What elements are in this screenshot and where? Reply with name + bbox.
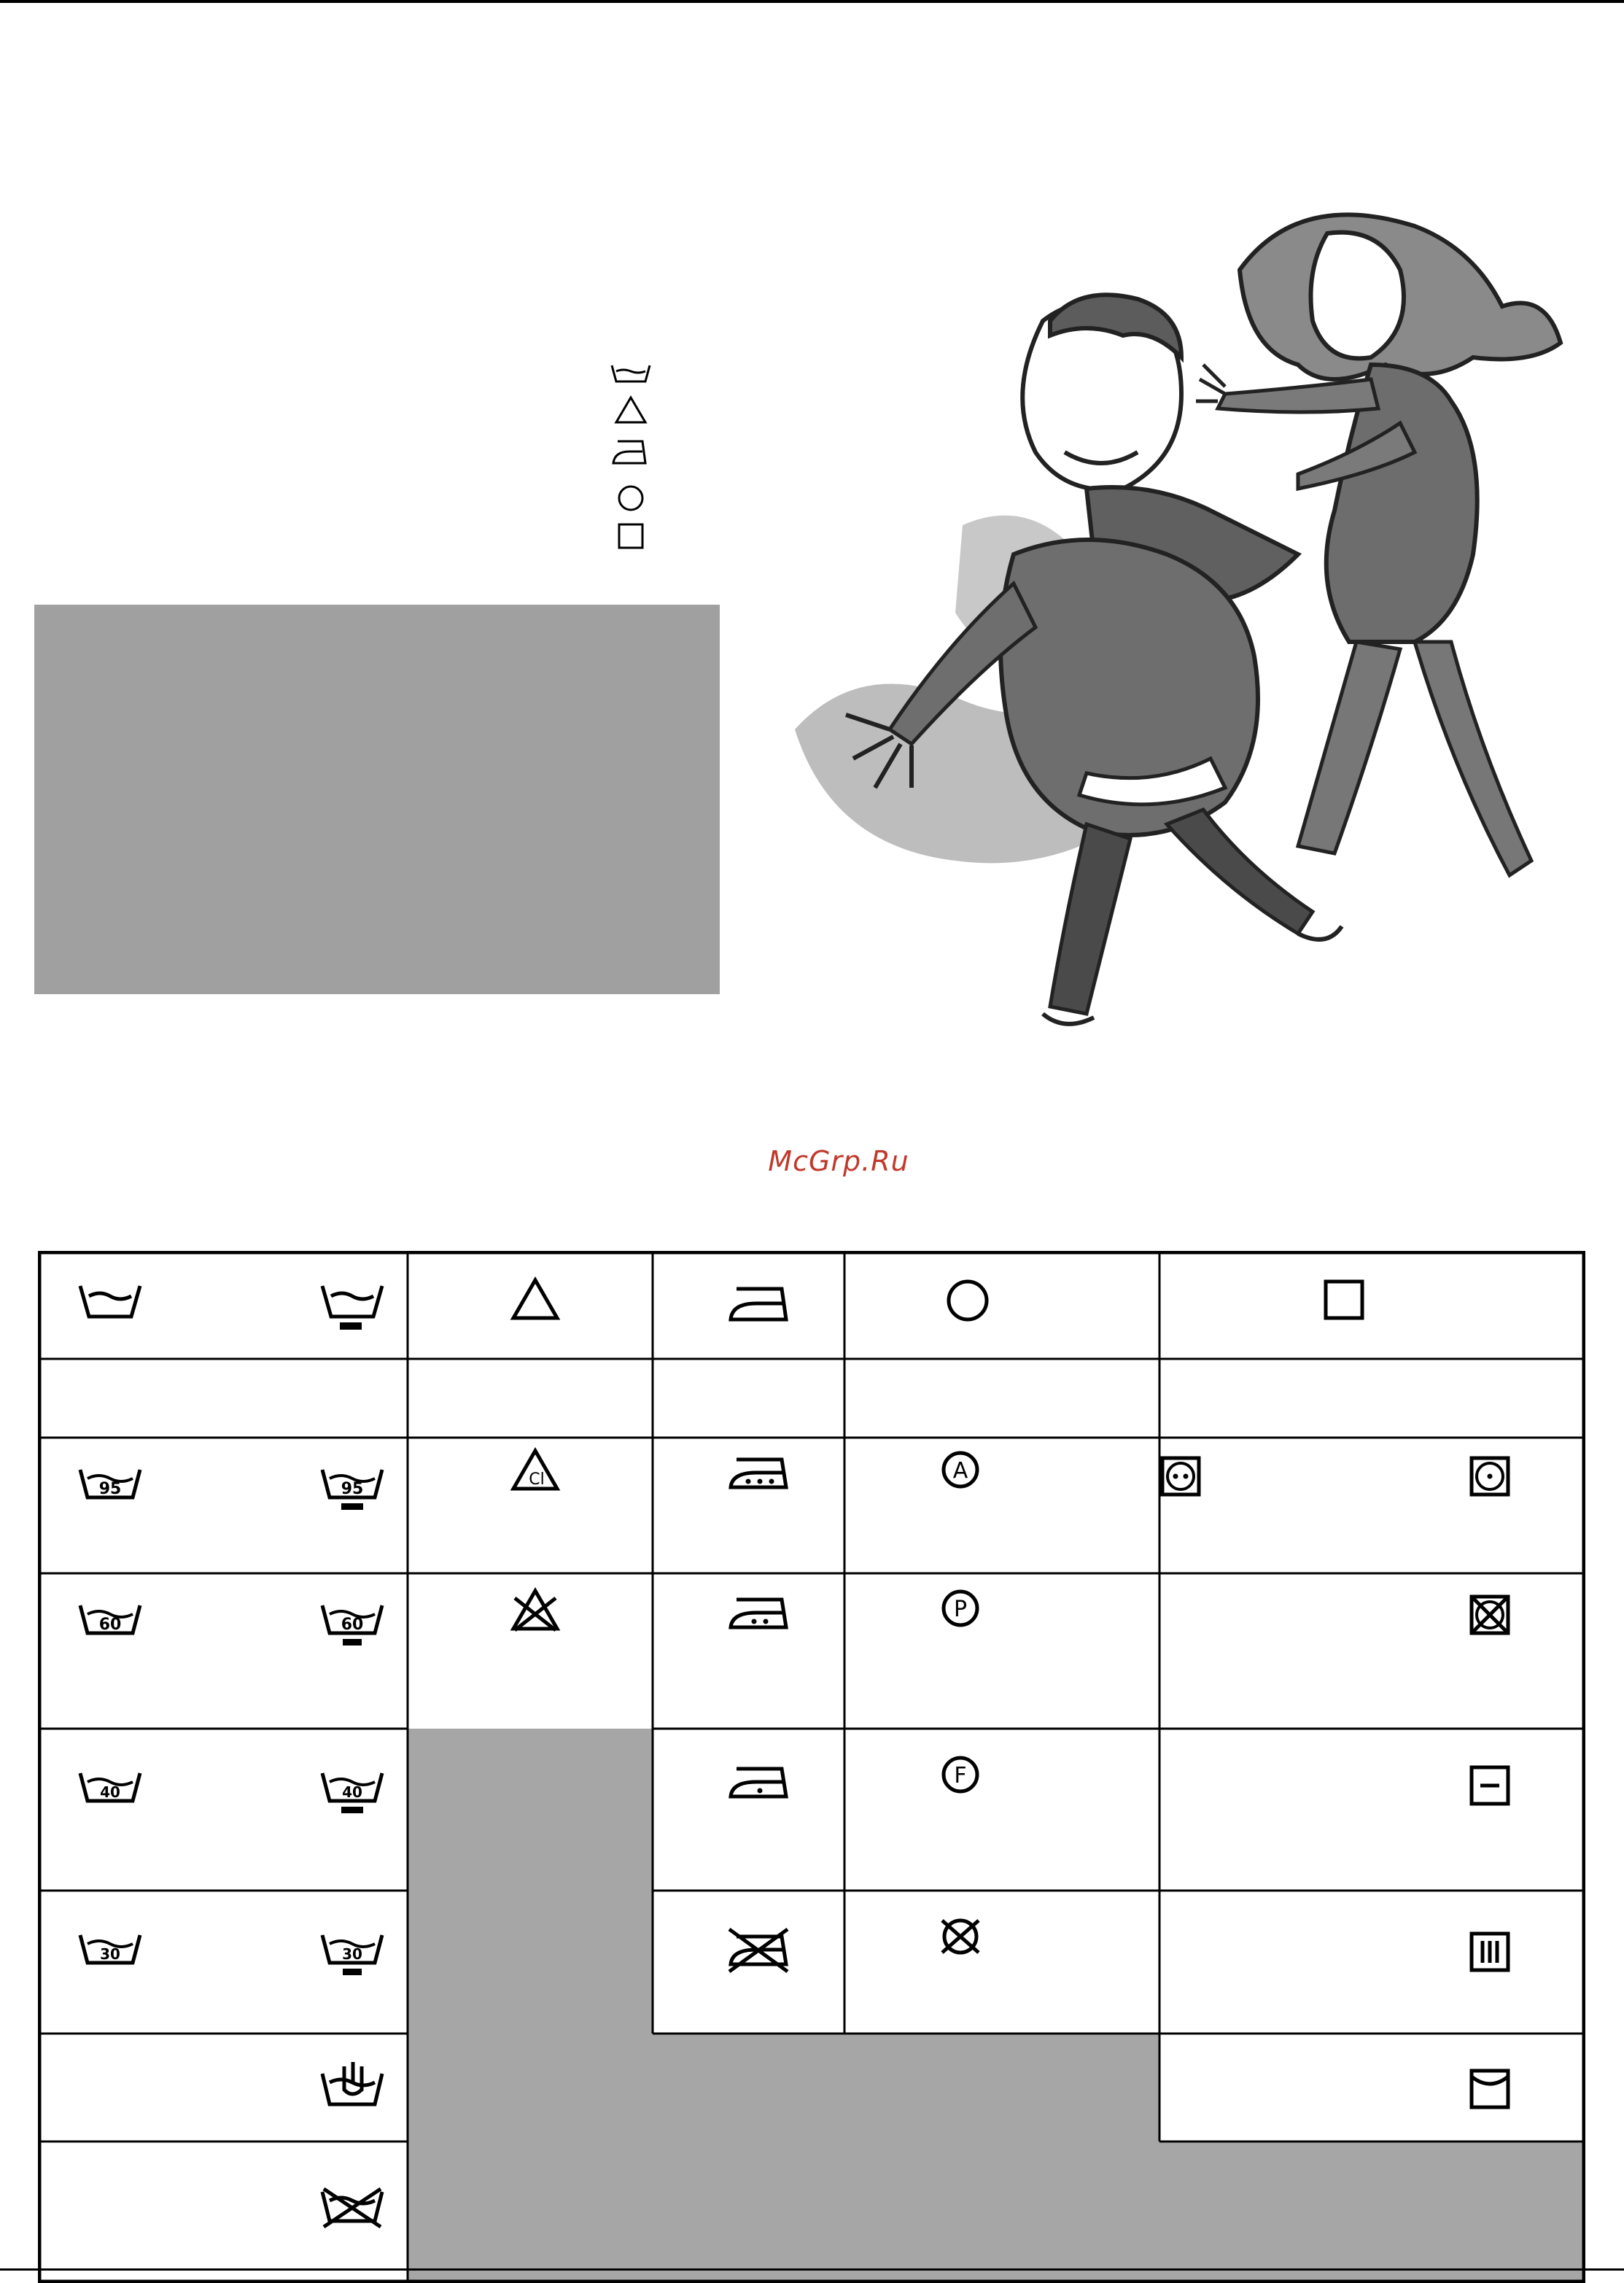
square-icon <box>1326 1282 1362 1318</box>
top-rule <box>0 0 1624 3</box>
dryclean-a-label: A <box>952 1458 968 1484</box>
do-not-dryclean-icon <box>942 1920 979 1953</box>
dancing-couple-illustration <box>773 146 1624 1065</box>
wash-95-gentle-label: 95 <box>341 1480 364 1498</box>
drip-dry-icon <box>1472 1934 1508 1970</box>
iron-hot-icon <box>731 1460 786 1487</box>
iron-icon <box>731 1289 786 1319</box>
wash-60-label: 60 <box>98 1616 122 1634</box>
square-icon <box>619 524 642 548</box>
bottom-rule <box>0 2268 1624 2271</box>
washtub-icon <box>80 1286 140 1317</box>
wash-95-gentle-icon <box>322 1470 382 1510</box>
gray-info-box <box>34 605 720 994</box>
triangle-icon <box>513 1280 557 1318</box>
iron-low-icon <box>731 1769 786 1796</box>
do-not-iron-icon <box>729 1929 788 1972</box>
bleach-cl-label: Cl <box>529 1470 545 1489</box>
dry-flat-icon <box>1472 1767 1508 1804</box>
dryclean-a-icon <box>944 1453 977 1487</box>
iron-icon <box>613 441 645 463</box>
iron-medium-icon <box>731 1600 786 1627</box>
dryclean-f-icon <box>944 1758 977 1791</box>
gentle-bar-icon <box>340 1322 362 1330</box>
bleach-cl-icon <box>513 1451 557 1489</box>
circle-icon <box>619 487 642 510</box>
wash-95-icon <box>80 1470 140 1498</box>
do-not-tumble-dry-icon <box>1472 1597 1508 1633</box>
wash-30-gentle-icon <box>322 1935 382 1975</box>
legend-symbols <box>609 360 653 557</box>
line-dry-icon <box>1472 2071 1508 2107</box>
wash-60-gentle-icon <box>322 1605 382 1646</box>
washtub-icon <box>612 365 650 381</box>
hand-wash-icon <box>322 2062 382 2104</box>
tumble-dry-low-icon <box>1472 1458 1508 1495</box>
dryclean-f-label: F <box>954 1763 967 1788</box>
circle-icon <box>949 1282 987 1319</box>
wash-30-icon <box>80 1935 140 1963</box>
gray-region-bottom-mid <box>408 2034 1159 2283</box>
gray-region-bottom-right <box>1159 2141 1585 2283</box>
wash-60-gentle-label: 60 <box>341 1616 364 1634</box>
tumble-dry-normal-icon <box>1162 1458 1199 1495</box>
wash-60-icon <box>80 1605 140 1634</box>
wash-40-gentle-label: 40 <box>342 1783 362 1801</box>
wash-40-label: 40 <box>100 1783 120 1801</box>
wash-95-label: 95 <box>98 1480 122 1498</box>
dryclean-p-label: P <box>953 1597 968 1622</box>
care-symbols-table <box>38 1251 1585 2283</box>
wash-40-icon <box>80 1773 140 1801</box>
triangle-icon <box>616 398 645 422</box>
do-not-bleach-icon <box>513 1591 557 1630</box>
wash-30-gentle-label: 30 <box>342 1945 362 1963</box>
dryclean-p-icon <box>944 1592 977 1625</box>
do-not-wash-icon <box>322 2189 382 2227</box>
washtub-gentle-icon <box>322 1286 382 1317</box>
watermark-text: McGrp.Ru <box>768 1145 909 1177</box>
wash-40-gentle-icon <box>322 1773 382 1813</box>
wash-30-label: 30 <box>100 1945 120 1963</box>
